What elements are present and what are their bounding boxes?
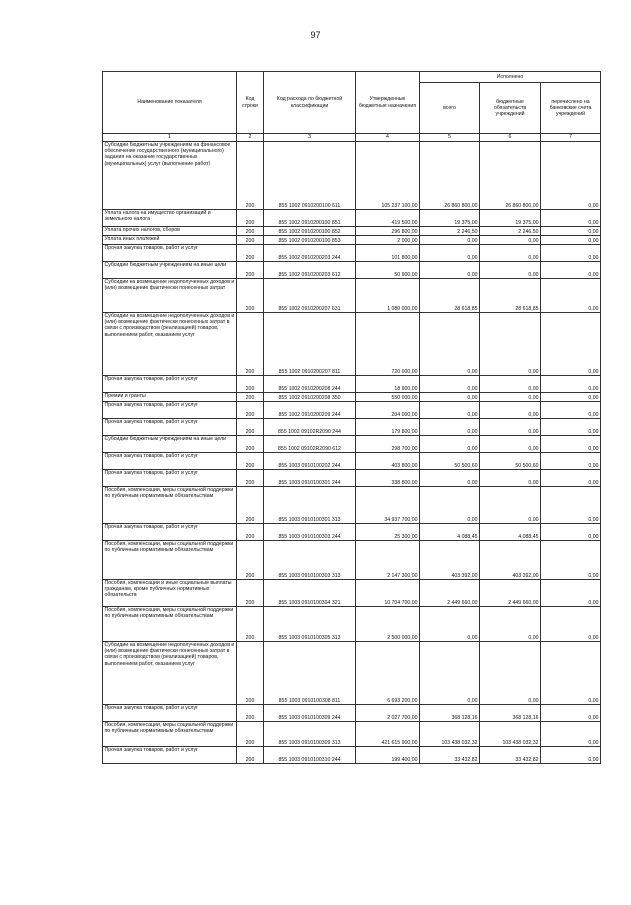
row-transferred-cell: 0,00 <box>541 607 601 642</box>
header-expense-code: Код расхода по бюджетной классификации <box>264 72 356 134</box>
row-budget-obligations-cell: 0,00 <box>480 642 541 705</box>
row-line-code-cell: 200 <box>237 607 264 642</box>
row-expense-code-cell: 855 1003 0910100309 244 <box>264 705 356 722</box>
row-budget-obligations-cell: 0,00 <box>480 236 541 245</box>
row-transferred-cell: 0,00 <box>541 210 601 227</box>
table-row <box>103 210 601 227</box>
row-executed-total-cell: 4 088,45 <box>420 524 480 541</box>
row-line-code-cell: 200 <box>237 580 264 607</box>
column-number: 5 <box>420 134 480 142</box>
row-line-code-cell: 200 <box>237 245 264 262</box>
row-budget-obligations-cell: 0,00 <box>480 262 541 279</box>
row-executed-total-cell: 0,00 <box>420 245 480 262</box>
row-approved-cell: 204 000,00 <box>356 402 420 419</box>
row-budget-obligations-cell: 0,00 <box>480 487 541 524</box>
row-budget-obligations-cell: 0,00 <box>480 470 541 487</box>
row-expense-code-cell: 855 1002 0910200203 612 <box>264 262 356 279</box>
row-executed-total-cell: 26 860 800,00 <box>420 142 480 210</box>
row-line-code-cell: 200 <box>237 487 264 524</box>
row-approved-cell: 10 704 700,00 <box>356 580 420 607</box>
row-executed-total-cell: 0,00 <box>420 607 480 642</box>
row-budget-obligations-cell: 0,00 <box>480 402 541 419</box>
row-executed-total-cell: 0,00 <box>420 402 480 419</box>
row-line-code-cell: 200 <box>237 262 264 279</box>
column-number: 3 <box>264 134 356 142</box>
row-executed-total-cell: 103 438 032,32 <box>420 722 480 747</box>
row-name-cell: Пособия, компенсации, меры социальной поддержки по публичным нормативным обязательствам <box>103 722 237 747</box>
row-transferred-cell: 0,00 <box>541 642 601 705</box>
row-expense-code-cell: 855 1002 0910200209 244 <box>264 402 356 419</box>
row-name-cell: Прочая закупка товаров, работ и услуг <box>103 419 237 436</box>
row-line-code-cell: 200 <box>237 705 264 722</box>
row-expense-code-cell: 855 1003 0910100305 313 <box>264 607 356 642</box>
header-executed: Исполнено <box>420 72 601 83</box>
row-executed-total-cell: 0,00 <box>420 642 480 705</box>
table-row <box>103 313 601 376</box>
column-number: 6 <box>480 134 541 142</box>
row-expense-code-cell: 855 1003 0910100310 244 <box>264 747 356 764</box>
row-name-cell: Прочая закупка товаров, работ и услуг <box>103 376 237 393</box>
row-name-cell: Субсидии бюджетным учреждениям на иные цели <box>103 436 237 453</box>
row-expense-code-cell: 855 1003 0910100202 244 <box>264 453 356 470</box>
row-transferred-cell: 0,00 <box>541 436 601 453</box>
row-expense-code-cell: 855 1003 0910100303 244 <box>264 524 356 541</box>
table-row <box>103 487 601 524</box>
row-name-cell: Премии и гранты <box>103 393 237 402</box>
row-name-cell: Уплата налога на имущество организаций и земельного налога <box>103 210 237 227</box>
row-transferred-cell: 0,00 <box>541 541 601 580</box>
row-approved-cell: 101 800,00 <box>356 245 420 262</box>
row-executed-total-cell: 50 500,60 <box>420 453 480 470</box>
table-row <box>103 580 601 607</box>
table-row <box>103 227 601 236</box>
table-row <box>103 470 601 487</box>
row-transferred-cell: 0,00 <box>541 747 601 764</box>
row-transferred-cell: 0,00 <box>541 705 601 722</box>
row-name-cell: Прочая закупка товаров, работ и услуг <box>103 402 237 419</box>
row-approved-cell: 34 937 700,00 <box>356 487 420 524</box>
row-expense-code-cell: 855 1002 0910200203 244 <box>264 245 356 262</box>
row-approved-cell: 419 500,00 <box>356 210 420 227</box>
row-budget-obligations-cell: 0,00 <box>480 419 541 436</box>
row-expense-code-cell: 855 1003 0910100309 313 <box>264 722 356 747</box>
column-numbers-row <box>103 134 601 142</box>
table-body <box>103 142 601 764</box>
row-name-cell: Прочая закупка товаров, работ и услуг <box>103 747 237 764</box>
row-budget-obligations-cell: 0,00 <box>480 376 541 393</box>
row-approved-cell: 1 080 000,00 <box>356 279 420 313</box>
row-executed-total-cell: 19 375,00 <box>420 210 480 227</box>
row-transferred-cell: 0,00 <box>541 376 601 393</box>
row-budget-obligations-cell: 33 432,82 <box>480 747 541 764</box>
row-name-cell: Пособия, компенсации, меры социальной поддержки по публичным нормативным обязательствам <box>103 487 237 524</box>
row-transferred-cell: 0,00 <box>541 524 601 541</box>
row-transferred-cell: 0,00 <box>541 227 601 236</box>
row-transferred-cell: 0,00 <box>541 453 601 470</box>
row-approved-cell: 6 693 200,00 <box>356 642 420 705</box>
row-transferred-cell: 0,00 <box>541 245 601 262</box>
row-expense-code-cell: 855 1002 09102R2090 244 <box>264 419 356 436</box>
row-line-code-cell: 200 <box>237 453 264 470</box>
row-transferred-cell: 0,00 <box>541 262 601 279</box>
row-executed-total-cell: 2 246,50 <box>420 227 480 236</box>
row-expense-code-cell: 855 1002 0910200208 244 <box>264 376 356 393</box>
row-expense-code-cell: 855 1003 0910100301 313 <box>264 487 356 524</box>
column-number: 4 <box>356 134 420 142</box>
row-line-code-cell: 200 <box>237 227 264 236</box>
row-line-code-cell: 200 <box>237 541 264 580</box>
row-approved-cell: 2 027 700,00 <box>356 705 420 722</box>
row-budget-obligations-cell: 0,00 <box>480 607 541 642</box>
row-executed-total-cell: 0,00 <box>420 436 480 453</box>
row-name-cell: Прочая закупка товаров, работ и услуг <box>103 245 237 262</box>
row-line-code-cell: 200 <box>237 524 264 541</box>
row-approved-cell: 18 900,00 <box>356 376 420 393</box>
row-transferred-cell: 0,00 <box>541 402 601 419</box>
row-name-cell: Пособия, компенсации, меры социальной поддержки по публичным нормативным обязательствам <box>103 607 237 642</box>
table-row <box>103 436 601 453</box>
table-row <box>103 142 601 210</box>
row-expense-code-cell: 855 1002 0910200208 350 <box>264 393 356 402</box>
row-expense-code-cell: 855 1003 0910100303 313 <box>264 541 356 580</box>
row-name-cell: Субсидии бюджетным учреждениям на иные цели <box>103 262 237 279</box>
row-budget-obligations-cell: 0,00 <box>480 393 541 402</box>
row-approved-cell: 105 237 100,00 <box>356 142 420 210</box>
row-executed-total-cell: 0,00 <box>420 376 480 393</box>
row-transferred-cell: 0,00 <box>541 580 601 607</box>
column-number: 7 <box>541 134 601 142</box>
row-budget-obligations-cell: 50 500,60 <box>480 453 541 470</box>
row-name-cell: Прочая закупка товаров, работ и услуг <box>103 470 237 487</box>
table-row <box>103 607 601 642</box>
row-transferred-cell: 0,00 <box>541 419 601 436</box>
row-expense-code-cell: 855 1002 0910200100 851 <box>264 210 356 227</box>
row-budget-obligations-cell: 28 618,85 <box>480 279 541 313</box>
row-approved-cell: 421 615 900,00 <box>356 722 420 747</box>
row-transferred-cell: 0,00 <box>541 142 601 210</box>
table-row <box>103 541 601 580</box>
row-line-code-cell: 200 <box>237 722 264 747</box>
row-approved-cell: 179 800,00 <box>356 419 420 436</box>
row-line-code-cell: 200 <box>237 393 264 402</box>
column-number: 1 <box>103 134 237 142</box>
row-budget-obligations-cell: 103 438 032,32 <box>480 722 541 747</box>
row-approved-cell: 550 000,00 <box>356 393 420 402</box>
table-row <box>103 642 601 705</box>
row-budget-obligations-cell: 19 375,00 <box>480 210 541 227</box>
row-transferred-cell: 0,00 <box>541 279 601 313</box>
row-expense-code-cell: 855 1003 0910100308 811 <box>264 642 356 705</box>
row-executed-total-cell: 0,00 <box>420 236 480 245</box>
table-row <box>103 245 601 262</box>
table-row <box>103 419 601 436</box>
row-approved-cell: 403 800,00 <box>356 453 420 470</box>
column-number: 2 <box>237 134 264 142</box>
row-name-cell: Субсидии на возмещение недополученных доходов и (или) возмещение фактически понесенных затрат в связи с производством (реализацией) товаров, выполнением работ, оказанием услуг <box>103 642 237 705</box>
page-number: 97 <box>310 30 321 40</box>
row-approved-cell: 296 800,00 <box>356 227 420 236</box>
row-line-code-cell: 200 <box>237 419 264 436</box>
row-transferred-cell: 0,00 <box>541 313 601 376</box>
row-executed-total-cell: 0,00 <box>420 262 480 279</box>
row-approved-cell: 2 500 000,00 <box>356 607 420 642</box>
row-approved-cell: 199 400,00 <box>356 747 420 764</box>
row-executed-total-cell: 403 392,00 <box>420 541 480 580</box>
row-budget-obligations-cell: 0,00 <box>480 313 541 376</box>
row-name-cell: Уплата иных платежей <box>103 236 237 245</box>
row-expense-code-cell: 855 1003 0910100301 244 <box>264 470 356 487</box>
row-budget-obligations-cell: 368 128,16 <box>480 705 541 722</box>
header-total: всего <box>420 83 480 134</box>
row-budget-obligations-cell: 0,00 <box>480 245 541 262</box>
row-executed-total-cell: 368 128,16 <box>420 705 480 722</box>
row-approved-cell: 338 800,00 <box>356 470 420 487</box>
table-header <box>103 72 601 142</box>
row-line-code-cell: 200 <box>237 376 264 393</box>
header-approved: Утвержденные бюджетные назначения <box>356 72 420 134</box>
row-line-code-cell: 200 <box>237 747 264 764</box>
row-approved-cell: 298 700,00 <box>356 436 420 453</box>
row-name-cell: Субсидии на возмещение недополученных доходов и (или) возмещение фактически понесенных затрат в связи с производством (реализацией) товаров, выполнением работ, оказанием услуг <box>103 313 237 376</box>
row-executed-total-cell: 0,00 <box>420 419 480 436</box>
row-executed-total-cell: 0,00 <box>420 470 480 487</box>
header-line-code: Код строки <box>237 72 264 134</box>
table-row <box>103 524 601 541</box>
table-row <box>103 236 601 245</box>
header-transferred: перечислено на банковские счета учреждений <box>541 83 601 134</box>
row-transferred-cell: 0,00 <box>541 393 601 402</box>
row-executed-total-cell: 0,00 <box>420 313 480 376</box>
header-name: Наименование показателя <box>103 72 237 134</box>
row-line-code-cell: 200 <box>237 402 264 419</box>
row-budget-obligations-cell: 2 246,50 <box>480 227 541 236</box>
row-approved-cell: 25 300,00 <box>356 524 420 541</box>
row-line-code-cell: 200 <box>237 470 264 487</box>
row-executed-total-cell: 2 449 660,00 <box>420 580 480 607</box>
row-executed-total-cell: 33 432,82 <box>420 747 480 764</box>
row-expense-code-cell: 855 1002 0910200100 611 <box>264 142 356 210</box>
row-expense-code-cell: 855 1002 0910200100 853 <box>264 236 356 245</box>
row-approved-cell: 720 000,00 <box>356 313 420 376</box>
row-budget-obligations-cell: 4 088,45 <box>480 524 541 541</box>
row-budget-obligations-cell: 403 392,00 <box>480 541 541 580</box>
table-row <box>103 705 601 722</box>
table-row <box>103 279 601 313</box>
row-transferred-cell: 0,00 <box>541 722 601 747</box>
row-line-code-cell: 200 <box>237 210 264 227</box>
row-line-code-cell: 200 <box>237 236 264 245</box>
row-line-code-cell: 200 <box>237 279 264 313</box>
table-row <box>103 747 601 764</box>
row-budget-obligations-cell: 0,00 <box>480 436 541 453</box>
row-executed-total-cell: 28 618,85 <box>420 279 480 313</box>
row-expense-code-cell: 855 1002 09102R2090 612 <box>264 436 356 453</box>
row-line-code-cell: 200 <box>237 642 264 705</box>
row-name-cell: Уплата прочих налогов, сборов <box>103 227 237 236</box>
row-name-cell: Прочая закупка товаров, работ и услуг <box>103 705 237 722</box>
row-approved-cell: 2 000,00 <box>356 236 420 245</box>
budget-execution-table <box>102 71 601 764</box>
row-line-code-cell: 200 <box>237 313 264 376</box>
row-transferred-cell: 0,00 <box>541 487 601 524</box>
row-approved-cell: 50 900,00 <box>356 262 420 279</box>
table-row <box>103 722 601 747</box>
header-budget-obligations: бюджетные обязательств учреждений <box>480 83 541 134</box>
row-expense-code-cell: 855 1002 0910200207 811 <box>264 313 356 376</box>
row-name-cell: Прочая закупка товаров, работ и услуг <box>103 453 237 470</box>
table-row <box>103 453 601 470</box>
row-approved-cell: 2 147 300,00 <box>356 541 420 580</box>
row-transferred-cell: 0,00 <box>541 236 601 245</box>
row-transferred-cell: 0,00 <box>541 470 601 487</box>
row-name-cell: Прочая закупка товаров, работ и услуг <box>103 524 237 541</box>
row-executed-total-cell: 0,00 <box>420 393 480 402</box>
row-name-cell: Субсидии на возмещение недополученных доходов и (или) возмещение фактически понесенных затрат <box>103 279 237 313</box>
row-line-code-cell: 200 <box>237 436 264 453</box>
table-row <box>103 376 601 393</box>
row-name-cell: Пособия, компенсации, меры социальной поддержки по публичным нормативным обязательствам <box>103 541 237 580</box>
row-name-cell: Пособия, компенсации и иные социальные выплаты гражданам, кроме публичных нормативных обязательств <box>103 580 237 607</box>
row-expense-code-cell: 855 1003 0910100304 321 <box>264 580 356 607</box>
table-row <box>103 402 601 419</box>
row-expense-code-cell: 855 1002 0910200100 852 <box>264 227 356 236</box>
table-row <box>103 262 601 279</box>
row-executed-total-cell: 0,00 <box>420 487 480 524</box>
row-line-code-cell: 200 <box>237 142 264 210</box>
row-name-cell: Субсидии бюджетным учреждениям на финансовое обеспечение государственного (муниципального) задания на оказание государственных (муниципальных) услуг (выполнение работ) <box>103 142 237 210</box>
row-budget-obligations-cell: 26 860 800,00 <box>480 142 541 210</box>
table-row <box>103 393 601 402</box>
row-expense-code-cell: 855 1002 0910200207 631 <box>264 279 356 313</box>
row-budget-obligations-cell: 2 449 660,00 <box>480 580 541 607</box>
